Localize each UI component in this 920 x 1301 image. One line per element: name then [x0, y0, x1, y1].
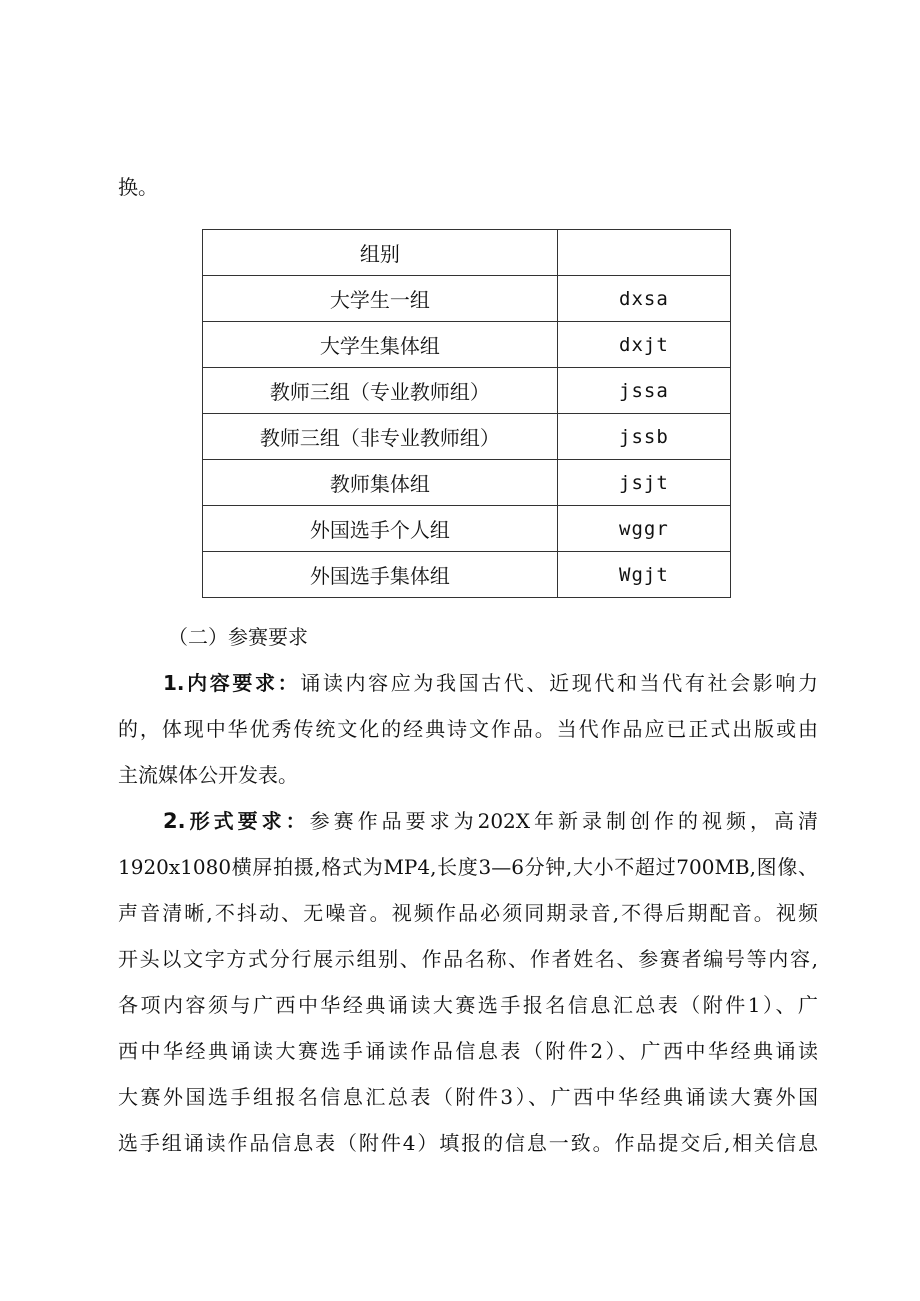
group-code-cell: jsjt [557, 460, 730, 506]
item1-line-2: 的，体现中华优秀传统文化的经典诗文作品。当代作品应已正式出版或由 [118, 717, 818, 741]
item2-line-2: 1920x1080横屏拍摄,格式为MP4,长度3—6分钟,大小不超过700MB,图像、 [118, 855, 818, 879]
item2-line-1: 2.形式要求：参赛作品要求为202X年新录制创作的视频，高清 [163, 809, 818, 833]
item2-line-6: 西中华经典诵读大赛选手诵读作品信息表（附件2）、广西中华经典诵读 [118, 1039, 818, 1063]
item1-label: 1.内容要求： [163, 671, 301, 695]
item2-line-5: 各项内容须与广西中华经典诵读大赛选手报名信息汇总表（附件1）、广 [118, 993, 818, 1017]
table-row [203, 506, 731, 552]
group-name-cell: 外国选手集体组 [203, 552, 558, 598]
group-code-cell: dxjt [557, 322, 730, 368]
table-row [203, 276, 731, 322]
item2-line-7: 大赛外国选手组报名信息汇总表（附件3）、广西中华经典诵读大赛外国 [118, 1085, 818, 1109]
table-row [203, 322, 731, 368]
group-name-cell: 教师集体组 [203, 460, 558, 506]
table-header-code [557, 230, 730, 276]
group-name-cell: 大学生一组 [203, 276, 558, 322]
group-code-cell: jssa [557, 368, 730, 414]
item1-line-1: 1.内容要求：诵读内容应为我国古代、近现代和当代有社会影响力 [163, 671, 819, 695]
group-code-cell: wggr [557, 506, 730, 552]
table-row [203, 414, 731, 460]
group-code-cell: jssb [557, 414, 730, 460]
group-code-cell: Wgjt [557, 552, 730, 598]
group-name-cell: 教师三组（专业教师组） [203, 368, 558, 414]
table-header-row [203, 230, 731, 276]
item1-line-3: 主流媒体公开发表。 [118, 763, 298, 787]
group-code-table [202, 229, 731, 598]
section-heading: （二）参赛要求 [168, 625, 308, 649]
group-name-cell: 教师三组（非专业教师组） [203, 414, 558, 460]
group-name-cell: 外国选手个人组 [203, 506, 558, 552]
table-row [203, 460, 731, 506]
table-header-group: 组别 [203, 230, 558, 276]
group-code-cell: dxsa [557, 276, 730, 322]
item2-label-number: 2. [163, 809, 186, 833]
table-row [203, 552, 731, 598]
item2-line-8: 选手组诵读作品信息表（附件4）填报的信息一致。作品提交后,相关信息 [118, 1131, 818, 1155]
item2-label: 形式要求： [185, 809, 310, 833]
table-row [203, 368, 731, 414]
group-name-cell: 大学生集体组 [203, 322, 558, 368]
item2-line-4: 开头以文字方式分行展示组别、作品名称、作者姓名、参赛者编号等内容, [118, 947, 818, 971]
intro-tail-text: 换。 [118, 175, 158, 199]
item2-line-3: 声音清晰,不抖动、无噪音。视频作品必须同期录音,不得后期配音。视频 [118, 901, 818, 925]
